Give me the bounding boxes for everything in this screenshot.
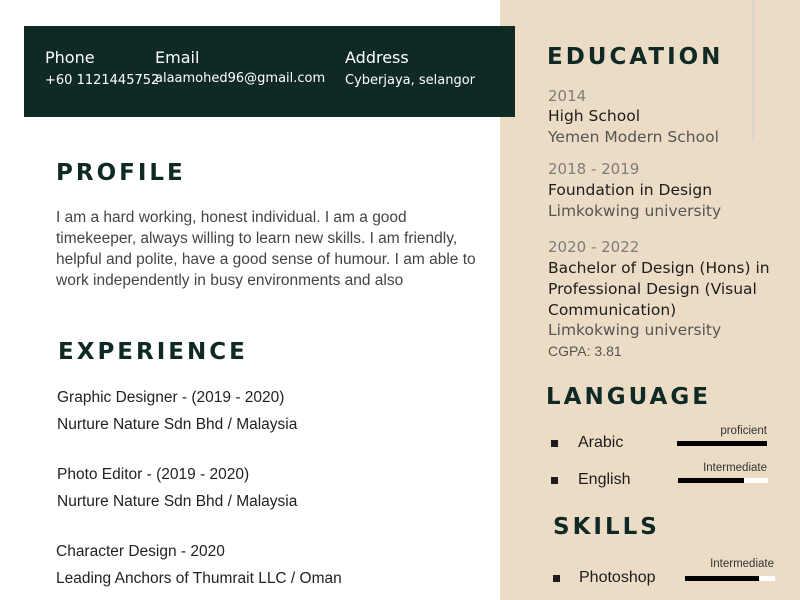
education-title: Foundation in Design bbox=[548, 181, 713, 199]
education-year: 2014 bbox=[548, 87, 587, 105]
skill-name: Photoshop bbox=[579, 569, 656, 586]
address-value: Cyberjaya, selangor bbox=[345, 73, 476, 88]
bullet-icon bbox=[553, 575, 560, 582]
education-title: Bachelor of Design (Hons) in Professional Design (Visual Communication) bbox=[548, 259, 770, 319]
language-level-fill bbox=[677, 441, 767, 446]
language-level: proficient bbox=[720, 425, 767, 437]
education-title: High School bbox=[548, 107, 641, 125]
experience-company: Nurture Nature Sdn Bhd / Malaysia bbox=[57, 493, 298, 510]
experience-heading: EXPERIENCE bbox=[58, 339, 248, 365]
experience-title: Photo Editor - (2019 - 2020) bbox=[57, 466, 250, 483]
contact-address bbox=[345, 48, 475, 88]
language-name: Arabic bbox=[578, 434, 624, 451]
language-heading: LANGUAGE bbox=[546, 384, 711, 410]
skills-heading: SKILLS bbox=[553, 514, 660, 540]
contact-bar bbox=[24, 26, 515, 117]
experience-title: Graphic Designer - (2019 - 2020) bbox=[57, 389, 285, 406]
education-school: Limkokwing university bbox=[548, 321, 722, 339]
address-label: Address bbox=[345, 48, 409, 67]
experience-company: Leading Anchors of Thumrait LLC / Oman bbox=[56, 570, 342, 587]
skill-level-bar bbox=[685, 576, 775, 581]
phone-value: +60 1121445752 bbox=[45, 73, 160, 88]
bullet-icon bbox=[551, 440, 558, 447]
education-school: Yemen Modern School bbox=[548, 128, 719, 146]
language-level-bar bbox=[677, 441, 767, 446]
skill-level: Intermediate bbox=[710, 558, 774, 570]
education-year: 2020 - 2022 bbox=[548, 238, 640, 256]
education-year: 2018 - 2019 bbox=[548, 160, 640, 178]
skill-level-fill bbox=[685, 576, 759, 581]
experience-title: Character Design - 2020 bbox=[56, 543, 225, 560]
education-school: Limkokwing university bbox=[548, 202, 722, 220]
email-value: alaamohed96@gmail.com bbox=[155, 71, 326, 86]
email-label: Email bbox=[155, 48, 200, 67]
language-level-fill bbox=[678, 478, 744, 483]
contact-email bbox=[155, 48, 325, 86]
language-level: Intermediate bbox=[703, 462, 767, 474]
phone-label: Phone bbox=[45, 48, 95, 67]
education-gpa: CGPA: 3.81 bbox=[548, 343, 622, 359]
profile-text: I am a hard working, honest individual. I am a good timekeeper, always willing to learn new skills. I am friendly, helpful and polite, have a good sense of humour. I am able to work independently in busy environments and also bbox=[56, 209, 476, 289]
language-level-bar bbox=[678, 478, 768, 483]
contact-phone bbox=[45, 48, 159, 88]
experience-company: Nurture Nature Sdn Bhd / Malaysia bbox=[57, 416, 298, 433]
education-heading: EDUCATION bbox=[547, 44, 724, 70]
language-name: English bbox=[578, 471, 631, 488]
bullet-icon bbox=[551, 477, 558, 484]
profile-heading: PROFILE bbox=[56, 160, 186, 186]
